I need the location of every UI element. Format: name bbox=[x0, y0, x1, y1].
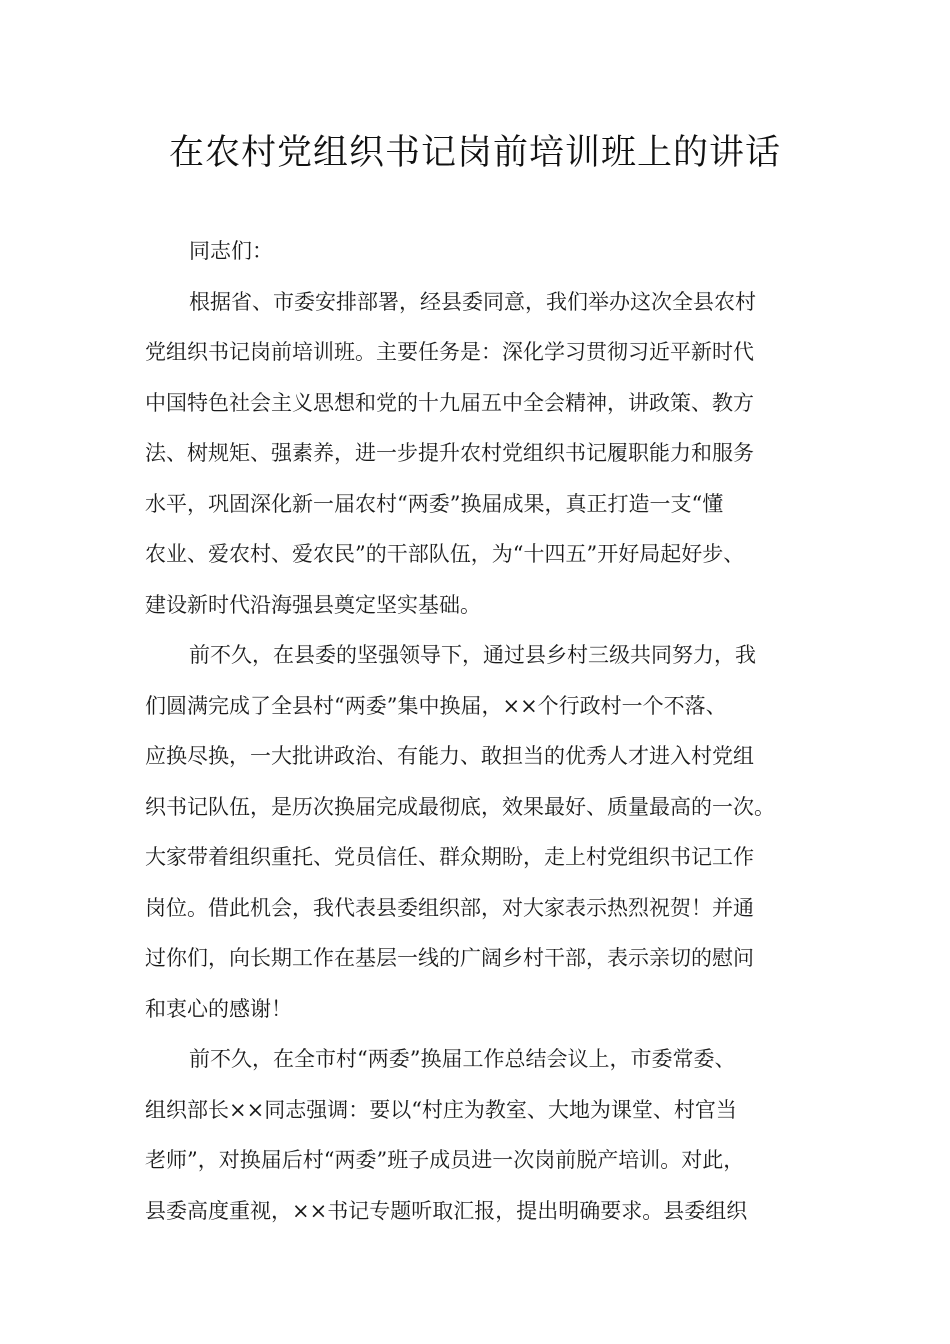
paragraph-line: 前不久，在全市村“两委”换届工作总结会议上，市委常委、 bbox=[189, 1047, 736, 1071]
paragraph-line: 岗位。借此机会，我代表县委组织部，对大家表示热烈祝贺！并通 bbox=[145, 895, 754, 920]
paragraph-3 bbox=[145, 1034, 815, 1236]
paragraph-line: 农业、爱农村、爱农民”的干部队伍，为“十四五”开好局起好步、 bbox=[145, 542, 745, 566]
paragraph-line: 老师”，对换届后村“两委”班子成员进一次岗前脱产培训。对此， bbox=[145, 1148, 745, 1172]
document-title: 在农村党组织书记岗前培训班上的讲话 bbox=[168, 133, 781, 173]
salutation: 同志们： bbox=[189, 239, 273, 263]
paragraph-1 bbox=[145, 277, 815, 631]
paragraph-line: 县委高度重视，××书记专题听取汇报，提出明确要求。县委组织 bbox=[145, 1198, 748, 1223]
paragraph-line: 党组织书记岗前培训班。主要任务是：深化学习贯彻习近平新时代 bbox=[145, 340, 754, 364]
paragraph-line: 法、树规矩、强素养，进一步提升农村党组织书记履职能力和服务 bbox=[145, 441, 754, 465]
paragraph-line: 过你们，向长期工作在基层一线的广阔乡村干部，表示亲切的慰问 bbox=[145, 946, 754, 970]
paragraph-line: 前不久，在县委的坚强领导下，通过县乡村三级共同努力，我 bbox=[189, 643, 756, 667]
paragraph-line: 们圆满完成了全县村“两委”集中换届，××个行政村一个不落、 bbox=[145, 693, 727, 718]
document-body bbox=[145, 226, 815, 1236]
paragraph-line: 根据省、市委安排部署，经县委同意，我们举办这次全县农村 bbox=[189, 289, 756, 314]
paragraph-line: 水平，巩固深化新一届农村“两委”换届成果，真正打造一支“懂 bbox=[145, 491, 724, 516]
paragraph-line: 和衷心的感谢！ bbox=[145, 996, 292, 1021]
paragraph-line: 织书记队伍，是历次换届完成最彻底，效果最好、质量最高的一次。 bbox=[145, 794, 775, 819]
paragraph-line: 中国特色社会主义思想和党的十九届五中全会精神，讲政策、教方 bbox=[145, 390, 754, 415]
paragraph-line: 应换尽换，一大批讲政治、有能力、敢担当的优秀人才进入村党组 bbox=[145, 744, 754, 768]
paragraph-line: 建设新时代沿海强县奠定坚实基础。 bbox=[145, 592, 481, 617]
paragraph-line: 大家带着组织重托、党员信任、群众期盼，走上村党组织书记工作 bbox=[145, 845, 754, 869]
paragraph-line: 组织部长××同志强调：要以“村庄为教室、大地为课堂、村官当 bbox=[145, 1097, 737, 1122]
paragraph-2 bbox=[145, 630, 815, 1034]
